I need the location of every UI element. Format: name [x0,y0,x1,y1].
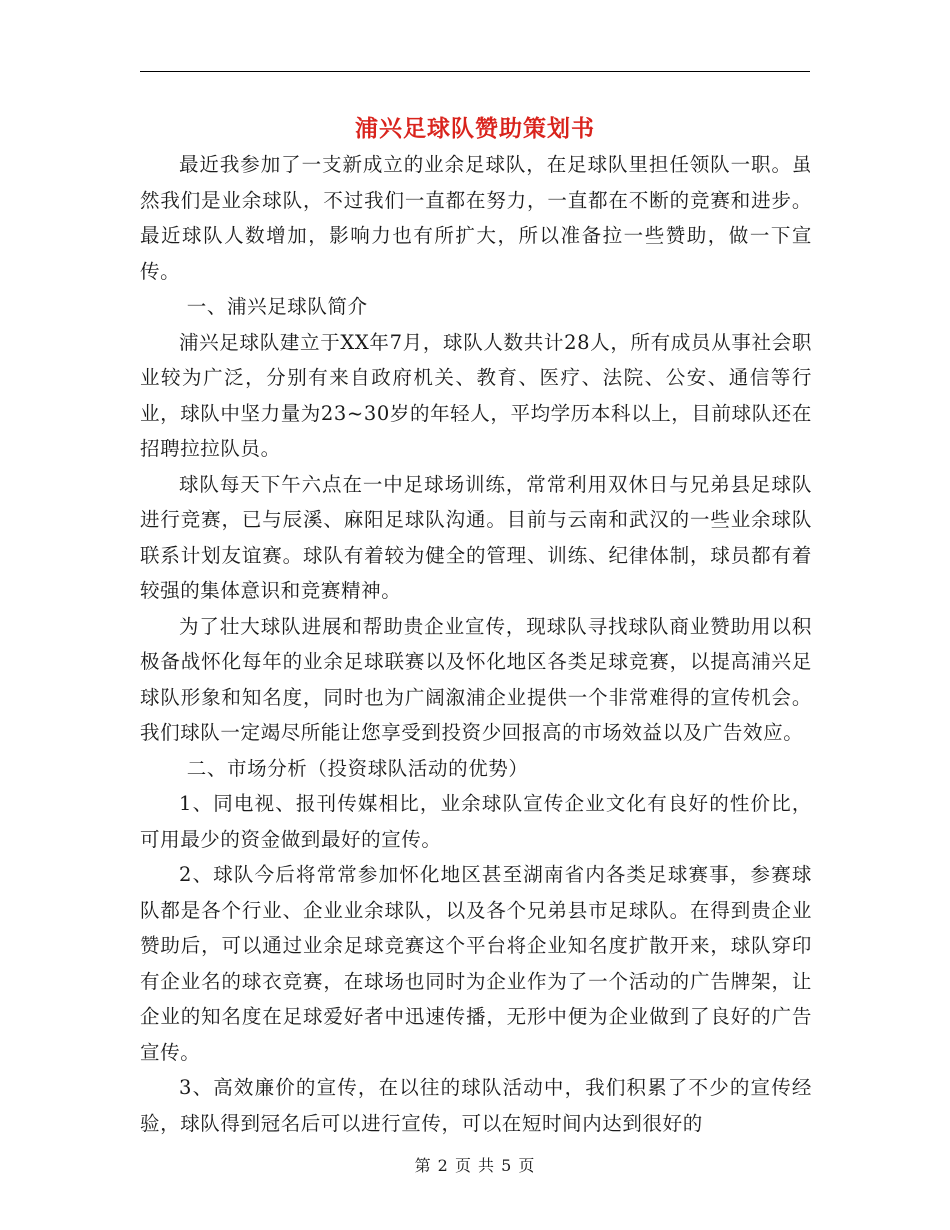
section-heading-market-analysis: 二、市场分析（投资球队活动的优势） [186,756,529,780]
page-number: 第 2 页 共 5 页 [414,1156,536,1175]
document-title: 浦兴足球队赞助策划书 [355,115,595,142]
section-heading-team-intro: 一、浦兴足球队简介 [186,295,368,318]
training-paragraph: 球队每天下午六点在一中足球场训练，常常利用双休日与兄弟县足球队进行竞赛，已与辰溪、麻阳足球队沟通。目前与云南和武汉的一些业余球队联系计划友谊赛。球队有着较为健全的管理、训练、纪律体制，球员都有着较强的集体意识和竞赛精神。 [140,472,812,602]
sponsorship-purpose-paragraph: 为了壮大球队进展和帮助贵企业宣传，现球队寻找球队商业赞助用以积极备战怀化每年的业余足球联赛以及怀化地区各类足球竞赛，以提高浦兴足球队形象和知名度，同时也为广阔溆浦企业提供一个非常难得的宣传机会。我们球队一定竭尽所能让您享受到投资少回报高的市场效益以及广告效应。 [140,614,812,744]
header-rule [140,71,810,72]
document-body [140,147,812,1141]
advantage-item-2: 2、球队今后将常常参加怀化地区甚至湖南省内各类足球赛事，参赛球队都是各个行业、企业业余球队，以及各个兄弟县市足球队。在得到贵企业赞助后，可以通过业余足球竞赛这个平台将企业知名度扩散开来，球队穿印有企业名的球衣竞赛，在球场也同时为企业作为了一个活动的广告牌架，让企业的知名度在足球爱好者中迅速传播，无形中便为企业做到了良好的广告宣传。 [140,863,812,1064]
advantage-item-3: 3、高效廉价的宣传，在以往的球队活动中，我们积累了不少的宣传经验，球队得到冠名后可以进行宣传，可以在短时间内达到很好的 [140,1076,812,1135]
team-intro-paragraph: 浦兴足球队建立于XX年7月，球队人数共计28人，所有成员从事社会职业较为广泛，分别有来自政府机关、教育、医疗、法院、公安、通信等行业，球队中坚力量为23~30岁的年轻人，平均学历本科以上，目前球队还在招聘拉拉队员。 [140,330,812,460]
intro-paragraph: 最近我参加了一支新成立的业余足球队，在足球队里担任领队一职。虽然我们是业余球队，不过我们一直都在努力，一直都在不断的竞赛和进步。最近球队人数增加，影响力也有所扩大，所以准备拉一些赞助，做一下宣传。 [140,153,812,283]
advantage-item-1: 1、同电视、报刊传媒相比，业余球队宣传企业文化有良好的性价比，可用最少的资金做到最好的宣传。 [140,792,812,851]
